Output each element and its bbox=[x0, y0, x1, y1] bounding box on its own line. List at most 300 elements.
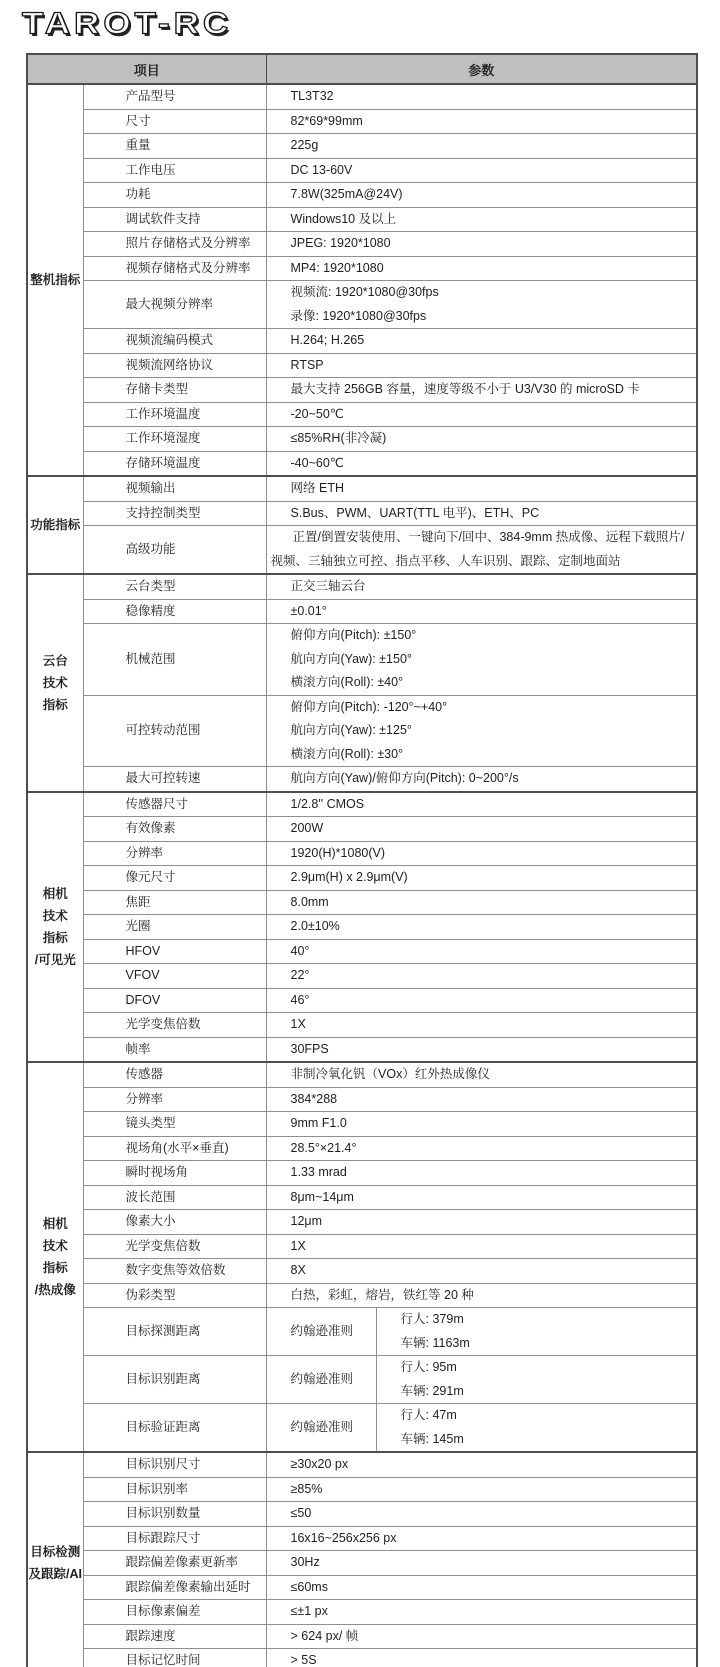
spec-value-cell bbox=[266, 890, 697, 915]
spec-item-cell bbox=[83, 1136, 266, 1161]
table-row bbox=[27, 1600, 697, 1625]
value-line: 40° bbox=[290, 943, 310, 958]
spec-item-cell bbox=[83, 1013, 266, 1038]
spec-item-cell bbox=[83, 964, 266, 989]
spec-item-label: 可控转动范围 bbox=[125, 723, 201, 737]
spec-item-label: 调试软件支持 bbox=[125, 211, 201, 226]
table-row bbox=[27, 1477, 697, 1502]
spec-item-label: 目标探测距离 bbox=[125, 1323, 201, 1338]
spec-value-cell bbox=[266, 402, 697, 427]
value-line: 16x16~256x256 px bbox=[290, 1530, 397, 1545]
spec-subvalue-cell bbox=[376, 1356, 697, 1404]
spec-item-label: 光圈 bbox=[125, 919, 151, 933]
spec-value-cell bbox=[266, 792, 697, 817]
spec-item-cell bbox=[83, 1037, 266, 1062]
value-line: 航向方向(Yaw): ±125° bbox=[290, 723, 412, 737]
value-line: 1X bbox=[290, 1017, 306, 1031]
criterion-label: 约翰逊准则 bbox=[290, 1323, 354, 1338]
value-line: JPEG: 1920*1080 bbox=[290, 236, 391, 250]
spec-item-cell bbox=[83, 1062, 266, 1087]
value-line: ≤±1 px bbox=[290, 1604, 328, 1618]
value-line: 视频流: 1920*1080@30fps bbox=[290, 285, 439, 299]
spec-item-cell bbox=[83, 134, 266, 159]
spec-item-cell bbox=[83, 939, 266, 964]
spec-item-cell bbox=[83, 915, 266, 940]
value-line: 正交三轴云台 bbox=[290, 579, 366, 593]
spec-value-cell bbox=[266, 134, 697, 159]
spec-item-cell bbox=[83, 1600, 266, 1625]
table-row bbox=[27, 841, 697, 866]
criterion-label: 约翰逊准则 bbox=[290, 1371, 354, 1386]
value-line: 8X bbox=[290, 1263, 306, 1277]
spec-item-cell bbox=[83, 353, 266, 378]
spec-item-cell bbox=[83, 402, 266, 427]
spec-value-cell bbox=[266, 1185, 697, 1210]
spec-item-cell bbox=[83, 451, 266, 476]
spec-item-cell bbox=[83, 1087, 266, 1112]
table-row bbox=[27, 134, 697, 159]
value-line: 俯仰方向(Pitch): ±150° bbox=[290, 628, 417, 642]
table-header-row bbox=[27, 54, 697, 84]
spec-value-cell bbox=[266, 1477, 697, 1502]
spec-item-cell bbox=[83, 1649, 266, 1667]
spec-item-label: 机械范围 bbox=[125, 651, 176, 666]
spec-item-label: 高级功能 bbox=[125, 541, 176, 556]
spec-item-cell bbox=[83, 988, 266, 1013]
criterion-cell bbox=[266, 1356, 376, 1404]
value-line: MP4: 1920*1080 bbox=[290, 260, 384, 275]
table-row bbox=[27, 1283, 697, 1308]
table-row bbox=[27, 451, 697, 476]
spec-item-cell bbox=[83, 1624, 266, 1649]
group-label-line: 整机指标 bbox=[30, 273, 81, 287]
spec-item-cell bbox=[83, 281, 266, 329]
value-line: 30Hz bbox=[290, 1555, 320, 1569]
value-line: 9mm F1.0 bbox=[290, 1116, 347, 1130]
spec-value-cell bbox=[266, 158, 697, 183]
value-line: 视频、三轴独立可控、指点平移、人车识别、跟踪、定制地面站 bbox=[270, 553, 621, 568]
value-line: Windows10 及以上 bbox=[290, 211, 397, 226]
value-line: RTSP bbox=[290, 357, 324, 372]
table-row bbox=[27, 964, 697, 989]
spec-item-label: 产品型号 bbox=[125, 89, 176, 103]
spec-item-cell bbox=[83, 1356, 266, 1404]
spec-value-cell bbox=[266, 1649, 697, 1667]
table-row bbox=[27, 988, 697, 1013]
spec-item-label: 光学变焦倍数 bbox=[125, 1017, 201, 1031]
spec-value-cell bbox=[266, 1234, 697, 1259]
spec-item-label: 视频存储格式及分辨率 bbox=[125, 260, 251, 275]
spec-value-cell bbox=[266, 232, 697, 257]
spec-value-cell bbox=[266, 624, 697, 696]
table-row bbox=[27, 1502, 697, 1527]
group-label-cell bbox=[27, 792, 83, 1063]
spec-item-label: 有效像素 bbox=[125, 821, 176, 835]
spec-item-cell bbox=[83, 1502, 266, 1527]
value-line: 1.33 mrad bbox=[290, 1165, 347, 1179]
spec-item-label: 跟踪偏差像素更新率 bbox=[125, 1555, 239, 1569]
spec-item-cell bbox=[83, 1551, 266, 1576]
value-line: 2.9μm(H) x 2.9μm(V) bbox=[290, 870, 408, 884]
group-label-line: 相机 bbox=[42, 886, 68, 901]
spec-value-cell bbox=[266, 1283, 697, 1308]
spec-item-label: VFOV bbox=[125, 968, 160, 982]
value-line: 30FPS bbox=[290, 1041, 329, 1056]
table-row bbox=[27, 915, 697, 940]
spec-item-label: 目标识别率 bbox=[125, 1481, 189, 1496]
spec-value-cell bbox=[266, 281, 697, 329]
value-line: TL3T32 bbox=[290, 89, 334, 103]
spec-table bbox=[26, 53, 698, 1667]
spec-subvalue-cell bbox=[376, 1308, 697, 1356]
spec-value-cell bbox=[266, 183, 697, 208]
spec-item-label: 帧率 bbox=[125, 1041, 151, 1056]
spec-item-cell bbox=[83, 526, 266, 575]
group-label-line: 及跟踪/AI bbox=[28, 1566, 82, 1581]
spec-item-label: 数字变焦等效倍数 bbox=[125, 1263, 226, 1277]
spec-item-label: 像素大小 bbox=[125, 1214, 176, 1228]
spec-item-label: 视场角(水平×垂直) bbox=[125, 1140, 229, 1155]
spec-value-cell bbox=[266, 476, 697, 501]
value-line: 行人: 379m bbox=[400, 1312, 464, 1326]
spec-item-label: 最大可控转速 bbox=[125, 771, 201, 785]
spec-item-label: 稳像精度 bbox=[125, 603, 176, 618]
spec-item-cell bbox=[83, 1161, 266, 1186]
table-row bbox=[27, 1308, 697, 1356]
table-row bbox=[27, 158, 697, 183]
value-line: 行人: 47m bbox=[400, 1408, 457, 1422]
spec-item-cell bbox=[83, 817, 266, 842]
table-row bbox=[27, 1551, 697, 1576]
spec-value-cell bbox=[266, 1526, 697, 1551]
spec-item-label: 尺寸 bbox=[125, 113, 151, 128]
criterion-cell bbox=[266, 1308, 376, 1356]
group-label-line: 技术 bbox=[42, 675, 68, 690]
spec-value-cell bbox=[266, 1551, 697, 1576]
spec-item-label: 波长范围 bbox=[125, 1189, 176, 1204]
spec-item-cell bbox=[83, 1210, 266, 1235]
value-line: 7.8W(325mA@24V) bbox=[290, 187, 403, 201]
value-line: 2.0±10% bbox=[290, 919, 340, 933]
spec-item-label: 镜头类型 bbox=[125, 1116, 176, 1130]
value-line: 46° bbox=[290, 992, 310, 1007]
value-line: 录像: 1920*1080@30fps bbox=[290, 308, 427, 323]
group-label-line: 技术 bbox=[42, 1239, 68, 1253]
value-line: ≥85% bbox=[290, 1481, 323, 1496]
group-label-line: 云台 bbox=[42, 653, 68, 668]
spec-item-label: 重量 bbox=[125, 138, 151, 152]
spec-item-label: 视频输出 bbox=[125, 481, 176, 495]
table-row bbox=[27, 526, 697, 575]
table-row bbox=[27, 476, 697, 501]
table-row bbox=[27, 767, 697, 792]
spec-item-label: 瞬时视场角 bbox=[125, 1165, 189, 1179]
table-row bbox=[27, 281, 697, 329]
table-row bbox=[27, 1356, 697, 1404]
group-label-cell bbox=[27, 1062, 83, 1452]
spec-item-label: 支持控制类型 bbox=[125, 505, 201, 520]
value-line: 28.5°×21.4° bbox=[290, 1140, 357, 1155]
table-row bbox=[27, 1210, 697, 1235]
spec-value-cell bbox=[266, 109, 697, 134]
spec-item-label: 目标像素偏差 bbox=[125, 1604, 201, 1618]
table-row bbox=[27, 1575, 697, 1600]
spec-value-cell bbox=[266, 1112, 697, 1137]
value-line: S.Bus、PWM、UART(TTL 电平)、ETH、PC bbox=[290, 505, 540, 520]
spec-item-cell bbox=[83, 329, 266, 354]
table-row bbox=[27, 1259, 697, 1284]
value-line: 1920(H)*1080(V) bbox=[290, 845, 386, 860]
value-line: 22° bbox=[290, 968, 310, 982]
spec-item-cell bbox=[83, 841, 266, 866]
spec-value-cell bbox=[266, 1087, 697, 1112]
table-row bbox=[27, 1136, 697, 1161]
value-line: 车辆: 291m bbox=[400, 1383, 464, 1398]
spec-value-cell bbox=[266, 1624, 697, 1649]
value-line: H.264; H.265 bbox=[290, 333, 365, 347]
spec-item-label: 存储环境温度 bbox=[125, 455, 201, 470]
value-line: 车辆: 1163m bbox=[400, 1335, 470, 1350]
group-label-cell bbox=[27, 1452, 83, 1667]
spec-item-cell bbox=[83, 767, 266, 792]
value-line: > 5S bbox=[290, 1653, 317, 1667]
spec-value-cell bbox=[266, 767, 697, 792]
value-line: 非制冷氧化钒（VOx）红外热成像仪 bbox=[290, 1067, 490, 1081]
spec-item-cell bbox=[83, 109, 266, 134]
group-label-cell bbox=[27, 476, 83, 574]
table-row bbox=[27, 890, 697, 915]
spec-item-cell bbox=[83, 207, 266, 232]
table-row bbox=[27, 792, 697, 817]
table-row bbox=[27, 1624, 697, 1649]
value-line: ≥30x20 px bbox=[290, 1457, 349, 1471]
group-label-cell bbox=[27, 84, 83, 476]
table-row bbox=[27, 109, 697, 134]
value-line: DC 13-60V bbox=[290, 162, 353, 177]
value-line: 车辆: 145m bbox=[400, 1431, 464, 1446]
table-row bbox=[27, 939, 697, 964]
value-line: ≤85%RH(非冷凝) bbox=[290, 431, 387, 445]
spec-value-cell bbox=[266, 427, 697, 452]
spec-item-label: 目标识别尺寸 bbox=[125, 1457, 201, 1471]
spec-item-cell bbox=[83, 256, 266, 281]
table-row bbox=[27, 183, 697, 208]
table-row bbox=[27, 1526, 697, 1551]
spec-value-cell bbox=[266, 988, 697, 1013]
value-line: 正置/倒置安装使用、一键向下/回中、384-9mm 热成像、远程下载照片/ bbox=[292, 530, 685, 544]
value-paragraph bbox=[271, 526, 691, 573]
value-line: ±0.01° bbox=[290, 603, 327, 618]
spec-value-cell bbox=[266, 915, 697, 940]
spec-item-cell bbox=[83, 866, 266, 891]
table-row bbox=[27, 402, 697, 427]
spec-item-label: DFOV bbox=[125, 992, 161, 1007]
criterion-label: 约翰逊准则 bbox=[290, 1419, 354, 1434]
value-line: 白热，彩虹，熔岩，铁红等 20 种 bbox=[290, 1287, 474, 1302]
spec-item-cell bbox=[83, 599, 266, 624]
spec-value-cell bbox=[266, 1452, 697, 1477]
spec-value-cell bbox=[266, 599, 697, 624]
brand-logo: TAROT-RC bbox=[22, 6, 233, 41]
value-line: 82*69*99mm bbox=[290, 113, 363, 128]
table-row bbox=[27, 624, 697, 696]
spec-item-label: 分辨率 bbox=[125, 1091, 164, 1106]
spec-item-label: 云台类型 bbox=[125, 579, 176, 593]
spec-item-cell bbox=[83, 427, 266, 452]
group-label-line: 目标检测 bbox=[30, 1544, 81, 1559]
table-row bbox=[27, 1062, 697, 1087]
table-row bbox=[27, 1234, 697, 1259]
value-line: > 624 px/ 帧 bbox=[290, 1628, 359, 1643]
value-line: 网络 ETH bbox=[290, 481, 344, 495]
value-line: 横滚方向(Roll): ±30° bbox=[290, 746, 404, 761]
spec-value-cell bbox=[266, 1210, 697, 1235]
spec-item-cell bbox=[83, 476, 266, 501]
value-line: 俯仰方向(Pitch): -120°~+40° bbox=[290, 699, 448, 714]
spec-item-label: 工作环境温度 bbox=[125, 406, 201, 421]
spec-value-cell bbox=[266, 1259, 697, 1284]
criterion-cell bbox=[266, 1404, 376, 1453]
spec-value-cell bbox=[266, 256, 697, 281]
spec-item-cell bbox=[83, 183, 266, 208]
value-line: 1/2.8'' CMOS bbox=[290, 796, 365, 811]
column-header-param: 参数 bbox=[266, 54, 697, 84]
spec-item-cell bbox=[83, 624, 266, 696]
group-label-line: /可见光 bbox=[34, 952, 76, 967]
spec-item-label: 分辨率 bbox=[125, 845, 164, 860]
spec-item-cell bbox=[83, 1283, 266, 1308]
value-line: 8.0mm bbox=[290, 894, 329, 909]
value-line: 384*288 bbox=[290, 1091, 338, 1106]
spec-item-label: 工作环境湿度 bbox=[125, 431, 201, 445]
table-row bbox=[27, 574, 697, 599]
spec-item-label: 功耗 bbox=[125, 187, 151, 201]
table-row bbox=[27, 599, 697, 624]
spec-value-cell bbox=[266, 451, 697, 476]
spec-item-cell bbox=[83, 695, 266, 767]
spec-item-label: 视频流编码模式 bbox=[125, 333, 214, 347]
group-label-line: 功能指标 bbox=[30, 518, 81, 532]
table-row bbox=[27, 1112, 697, 1137]
spec-value-cell bbox=[266, 1013, 697, 1038]
spec-item-cell bbox=[83, 1575, 266, 1600]
spec-item-label: 照片存储格式及分辨率 bbox=[125, 236, 251, 250]
spec-value-cell bbox=[266, 1575, 697, 1600]
spec-value-cell bbox=[266, 817, 697, 842]
value-line: 1X bbox=[290, 1238, 306, 1253]
spec-value-cell bbox=[266, 207, 697, 232]
table-row bbox=[27, 353, 697, 378]
spec-value-cell bbox=[266, 841, 697, 866]
spec-item-cell bbox=[83, 501, 266, 526]
spec-item-cell bbox=[83, 1526, 266, 1551]
spec-value-cell bbox=[266, 574, 697, 599]
table-row bbox=[27, 84, 697, 109]
spec-item-cell bbox=[83, 1185, 266, 1210]
spec-item-cell bbox=[83, 232, 266, 257]
value-line: 航向方向(Yaw): ±150° bbox=[290, 651, 412, 666]
spec-item-cell bbox=[83, 1112, 266, 1137]
table-row bbox=[27, 207, 697, 232]
table-row bbox=[27, 1185, 697, 1210]
value-line: ≤60ms bbox=[290, 1579, 328, 1594]
spec-item-label: 光学变焦倍数 bbox=[125, 1238, 201, 1253]
table-row bbox=[27, 329, 697, 354]
group-label-cell bbox=[27, 574, 83, 792]
spec-item-label: 工作电压 bbox=[125, 162, 176, 177]
spec-item-label: 目标跟踪尺寸 bbox=[125, 1530, 201, 1545]
spec-value-cell bbox=[266, 526, 697, 575]
spec-value-cell bbox=[266, 1161, 697, 1186]
group-label-line: 指标 bbox=[42, 697, 68, 712]
value-line: 航向方向(Yaw)/俯仰方向(Pitch): 0~200°/s bbox=[290, 771, 519, 785]
spec-item-cell bbox=[83, 792, 266, 817]
spec-item-cell bbox=[83, 1234, 266, 1259]
value-line: 225g bbox=[290, 138, 319, 152]
table-row bbox=[27, 1161, 697, 1186]
spec-value-cell bbox=[266, 866, 697, 891]
table-row bbox=[27, 1013, 697, 1038]
spec-value-cell bbox=[266, 1062, 697, 1087]
spec-value-cell bbox=[266, 964, 697, 989]
spec-value-cell bbox=[266, 1600, 697, 1625]
spec-item-label: 目标识别距离 bbox=[125, 1371, 201, 1386]
spec-item-label: 视频流网络协议 bbox=[125, 357, 214, 372]
spec-item-cell bbox=[83, 574, 266, 599]
spec-value-cell bbox=[266, 695, 697, 767]
table-row bbox=[27, 1649, 697, 1667]
group-label-line: /热成像 bbox=[34, 1283, 76, 1297]
table-row bbox=[27, 232, 697, 257]
group-label-line: 指标 bbox=[42, 1261, 68, 1275]
spec-value-cell bbox=[266, 353, 697, 378]
spec-table-body bbox=[27, 84, 697, 1667]
spec-item-label: 跟踪偏差像素输出延时 bbox=[125, 1579, 251, 1594]
spec-item-label: 存储卡类型 bbox=[125, 382, 189, 396]
spec-item-label: 目标识别数量 bbox=[125, 1506, 201, 1520]
table-row bbox=[27, 378, 697, 403]
table-row bbox=[27, 695, 697, 767]
value-line: 12μm bbox=[290, 1214, 323, 1228]
table-row bbox=[27, 817, 697, 842]
value-line: 横滚方向(Roll): ±40° bbox=[290, 675, 404, 689]
spec-item-label: 伪彩类型 bbox=[125, 1287, 176, 1302]
table-row bbox=[27, 427, 697, 452]
spec-item-label: 目标验证距离 bbox=[125, 1419, 201, 1434]
spec-value-cell bbox=[266, 378, 697, 403]
spec-item-cell bbox=[83, 1404, 266, 1453]
table-row bbox=[27, 1404, 697, 1453]
spec-item-label: 焦距 bbox=[125, 894, 151, 909]
spec-item-cell bbox=[83, 84, 266, 109]
spec-item-cell bbox=[83, 1452, 266, 1477]
column-header-item: 项目 bbox=[27, 54, 266, 84]
spec-item-label: 像元尺寸 bbox=[125, 870, 176, 884]
table-row bbox=[27, 866, 697, 891]
value-line: ≤50 bbox=[290, 1506, 312, 1520]
spec-value-cell bbox=[266, 939, 697, 964]
spec-item-cell bbox=[83, 378, 266, 403]
spec-item-label: 最大视频分辨率 bbox=[125, 296, 214, 311]
value-line: 8μm~14μm bbox=[290, 1189, 354, 1204]
value-line: 最大支持 256GB 容量，速度等级不小于 U3/V30 的 microSD 卡 bbox=[290, 382, 640, 396]
value-line: -40~60℃ bbox=[290, 455, 344, 470]
spec-item-cell bbox=[83, 890, 266, 915]
spec-item-label: 传感器 bbox=[125, 1067, 164, 1081]
spec-item-label: HFOV bbox=[125, 943, 161, 958]
spec-subvalue-cell bbox=[376, 1404, 697, 1453]
table-row bbox=[27, 256, 697, 281]
